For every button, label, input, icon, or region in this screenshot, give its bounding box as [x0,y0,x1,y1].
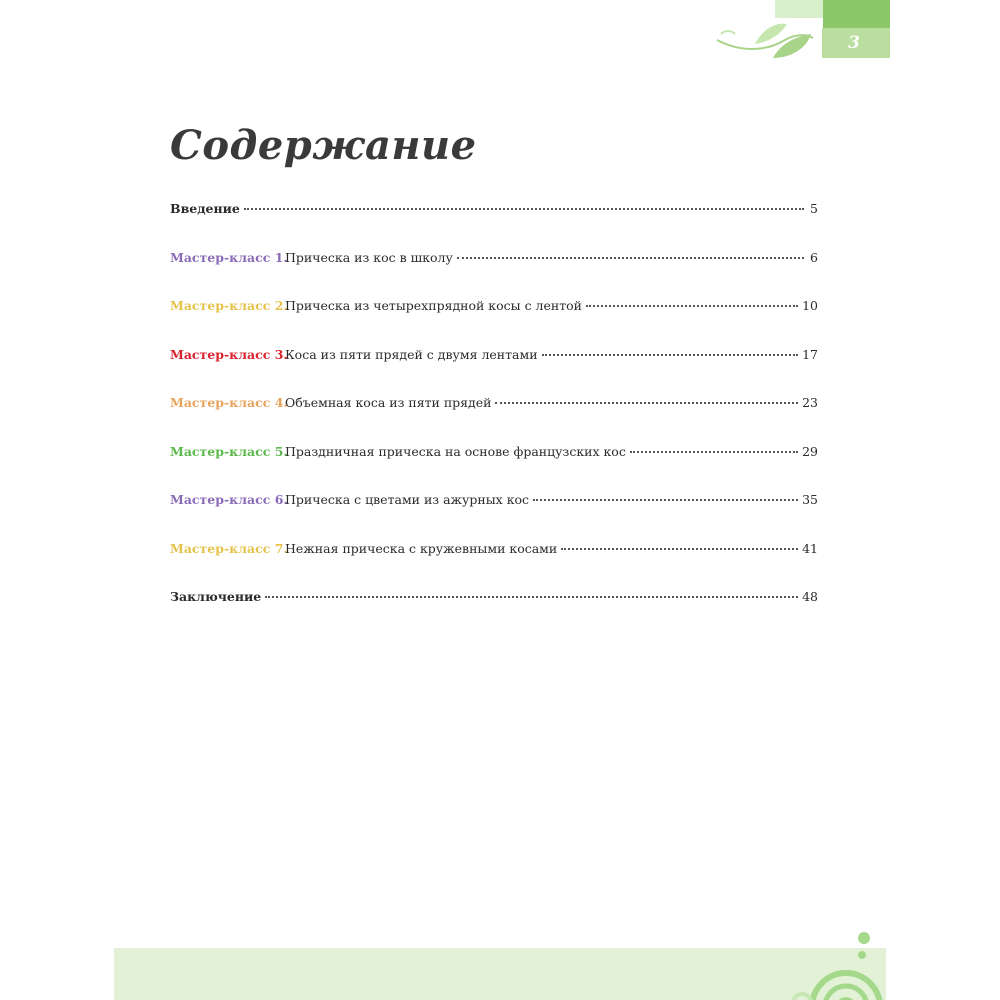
toc-page-number: 10 [802,298,818,313]
dot-leader [265,596,798,598]
page-number: 3 [848,33,860,53]
toc-entry-class-3[interactable] [170,347,818,396]
toc-entry-title: Праздничная прическа на основе французских кос [285,443,626,459]
footer-band [114,948,886,1000]
toc-class-prefix: Мастер-класс 5. [170,443,288,459]
toc-class-prefix: Мастер-класс 4. [170,395,288,410]
toc-entry-class-5[interactable] [170,444,818,493]
toc-page-number: 41 [802,540,818,556]
dot-leader [542,354,799,356]
toc-entry-label: Введение [170,201,240,216]
header-block-light [775,0,823,18]
toc-entry-class-6[interactable] [170,492,818,541]
dot-leader [457,257,804,259]
ring-icon [793,994,811,1000]
header-block-dark [823,0,890,28]
toc-page-number: 17 [802,346,818,362]
dot-leader [586,305,798,307]
toc-entry-title: Объемная коса из пяти прядей [285,395,492,410]
dot-leader [244,208,804,210]
toc-entry-label: Заключение [170,589,262,604]
toc-entry-title: Коса из пяти прядей с двумя лентами [285,346,538,362]
toc-page-number: 35 [802,492,818,507]
toc-entry-class-2[interactable] [170,298,818,347]
circle-icon [858,951,866,959]
toc-class-prefix: Мастер-класс 2. [170,298,288,313]
toc-page-number: 6 [810,249,818,265]
toc-entry-title: Прическа из четырехпрядной косы с лентой [285,298,582,313]
dot-leader [630,451,798,453]
toc-class-prefix: Мастер-класс 1. [170,249,288,265]
toc-page-number: 23 [802,395,818,410]
curl-icon [721,31,735,34]
circle-icon [858,932,870,944]
toc-page-number: 29 [802,443,818,459]
footer-decoration [780,925,890,1000]
dot-leader [495,402,798,404]
table-of-contents [170,201,818,638]
toc-entry-class-1[interactable] [170,250,818,299]
toc-entry-title: Прическа с цветами из ажурных кос [285,492,530,507]
dot-leader [561,548,798,550]
toc-page-number: 48 [802,589,818,604]
toc-class-prefix: Мастер-класс 6. [170,492,288,507]
toc-entry-title: Нежная прическа с кружевными косами [285,540,558,556]
toc-entry-outro[interactable] [170,589,818,638]
toc-class-prefix: Мастер-класс 3. [170,346,288,362]
toc-class-prefix: Мастер-класс 7. [170,540,288,556]
toc-entry-intro[interactable] [170,201,818,250]
toc-page-number: 5 [810,201,818,216]
toc-entry-class-7[interactable] [170,541,818,590]
toc-entry-class-4[interactable] [170,395,818,444]
page-title: Содержание [170,122,477,169]
toc-entry-title: Прическа из кос в школу [285,249,453,265]
dot-leader [533,499,798,501]
